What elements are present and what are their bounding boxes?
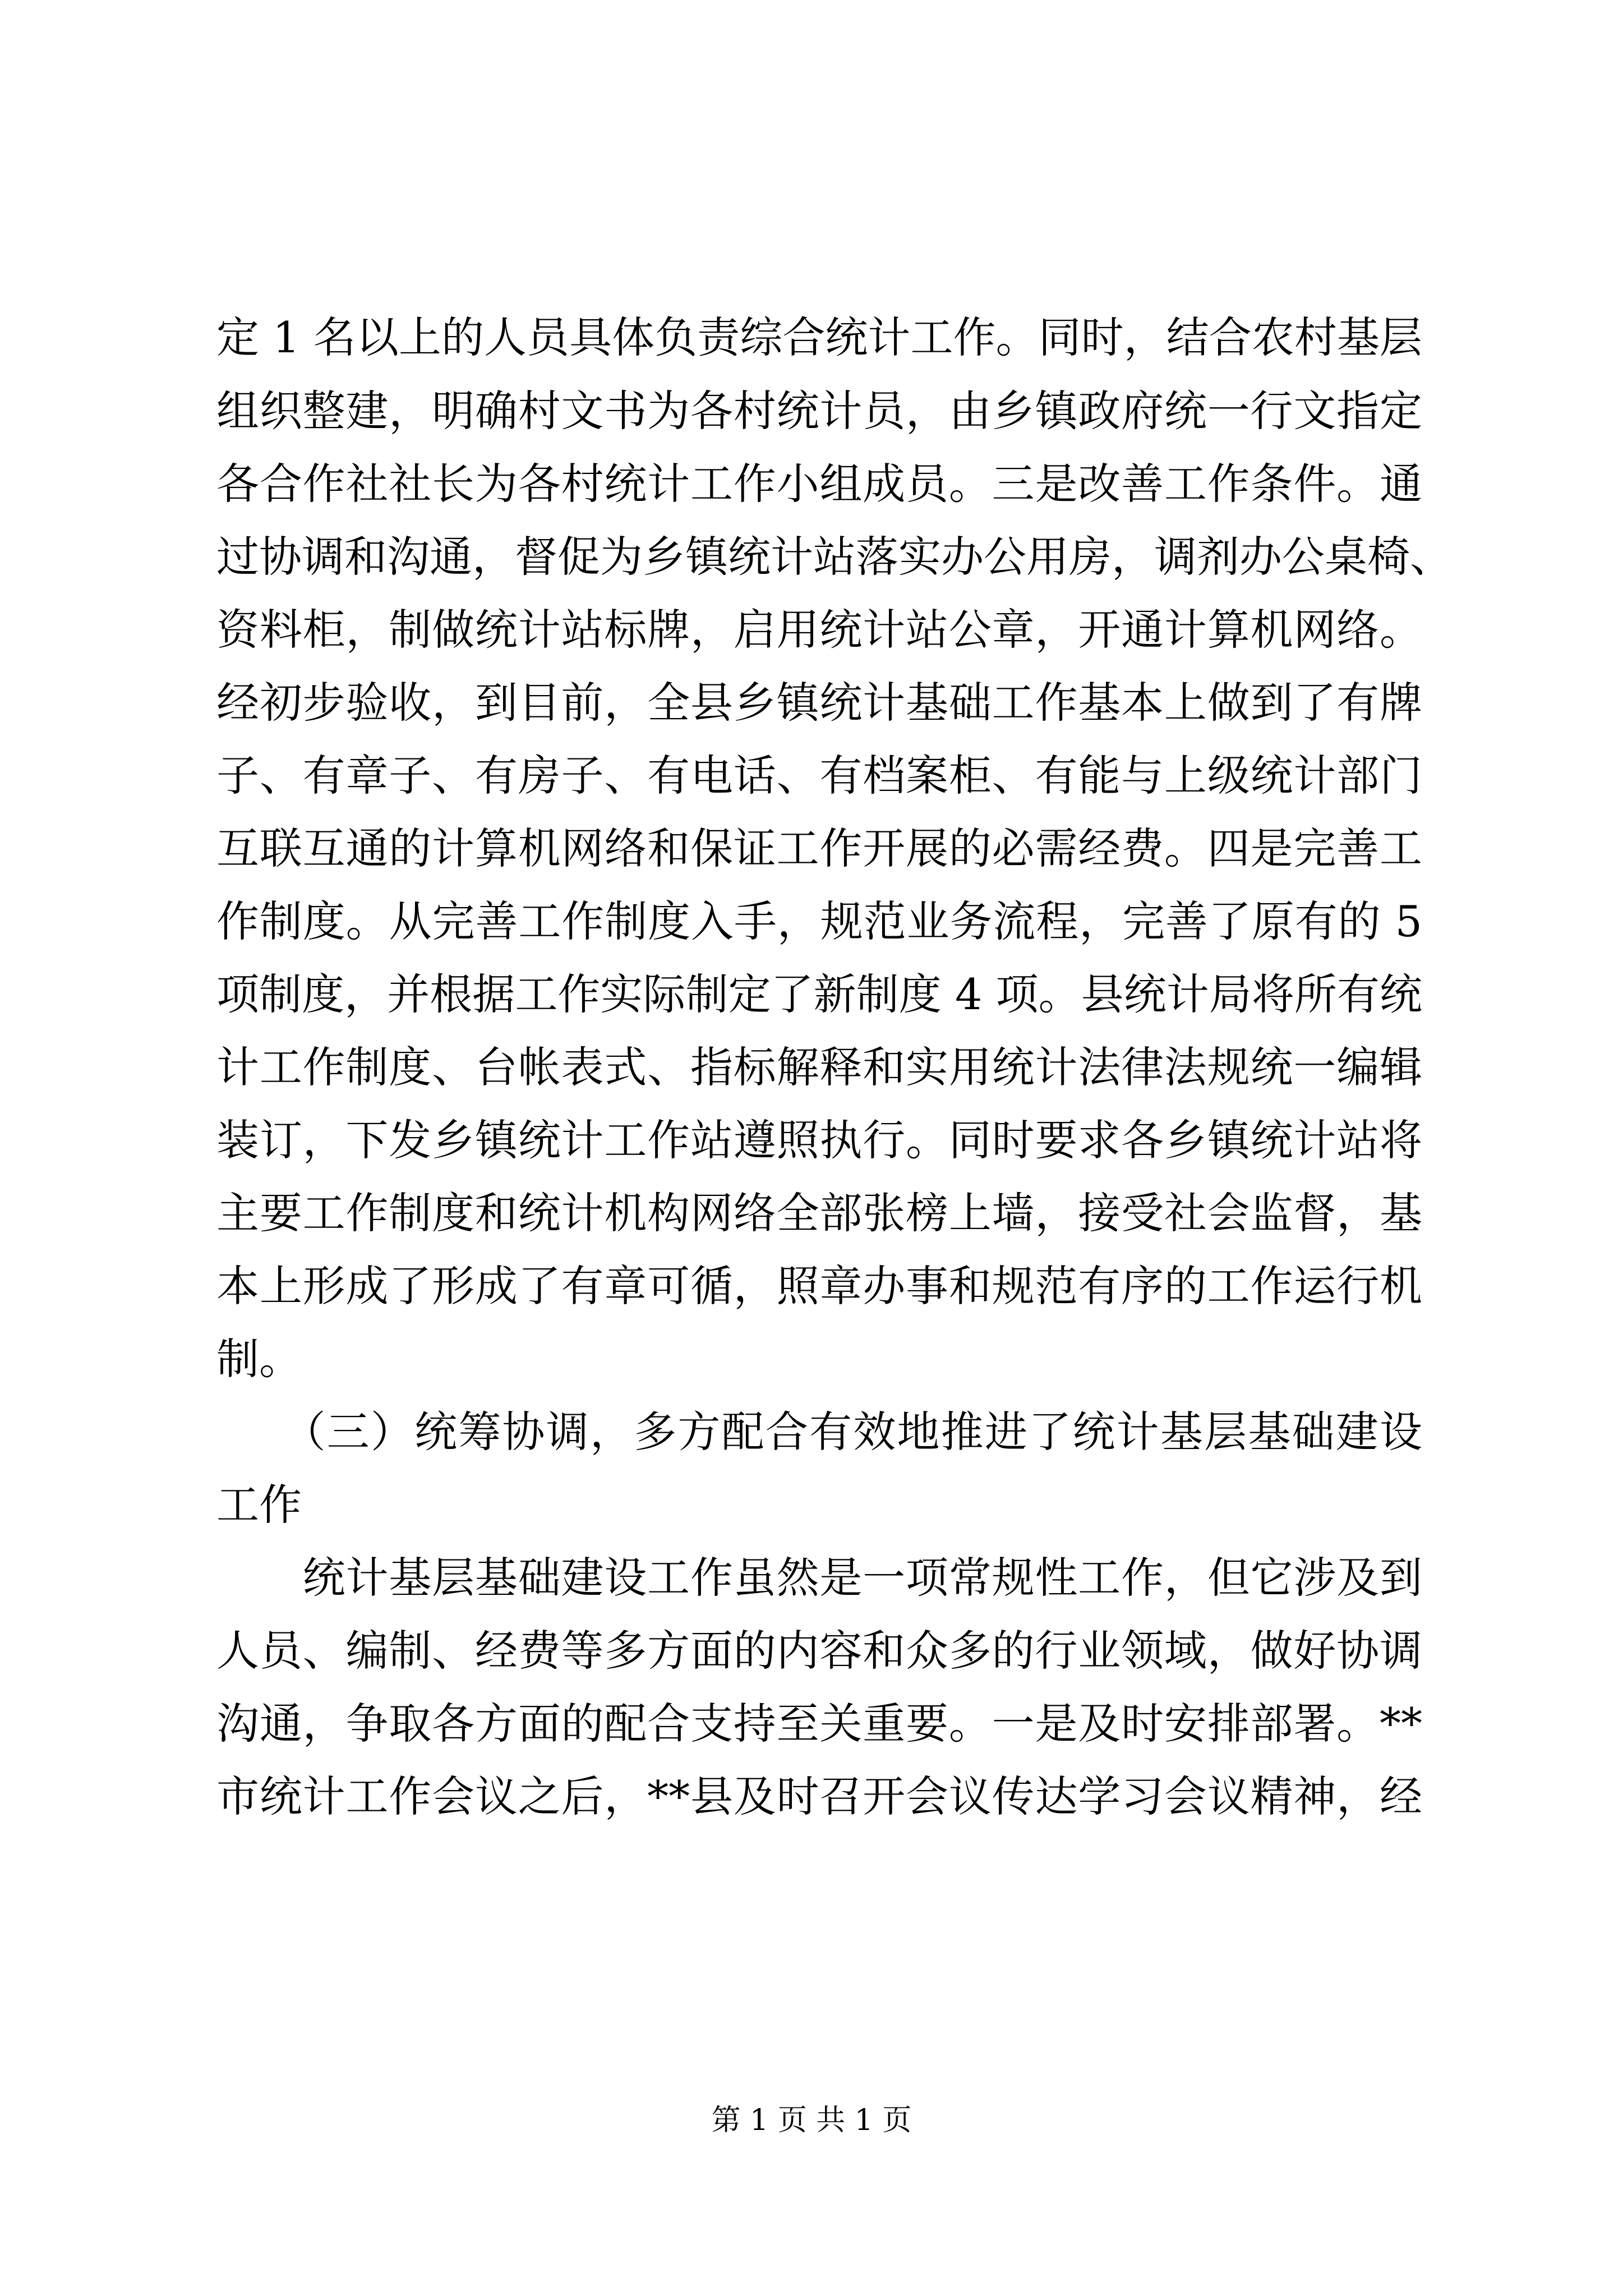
text-line-13: 主要工作制度和统计机构网络全部张榜上墙，接受社会监督，基: [216, 1188, 1422, 1238]
text-line-9: 作制度。从完善工作制度入手，规范业务流程，完善了原有的 5: [216, 896, 1422, 946]
text-line-10: 项制度，并根据工作实际制定了新制度 4 项。县统计局将所有统: [216, 969, 1422, 1019]
text-line-19: 人员、编制、经费等多方面的内容和众多的行业领域，做好协调: [216, 1626, 1422, 1676]
section-heading-line-1: （三）统筹协调，多方配合有效地推进了统计基层基础建设: [216, 1407, 1422, 1457]
text-line-2: 组织整建，明确村文书为各村统计员，由乡镇政府统一行文指定: [216, 386, 1422, 436]
text-line-15: 制。: [216, 1334, 302, 1384]
text-line-20: 沟通，争取各方面的配合支持至关重要。一是及时安排部署。**: [216, 1699, 1422, 1749]
text-line-21: 市统计工作会议之后，**县及时召开会议传达学习会议精神，经: [216, 1772, 1422, 1821]
text-line-3: 各合作社社长为各村统计工作小组成员。三是改善工作条件。通: [216, 459, 1422, 509]
text-line-18: 统计基层基础建设工作虽然是一项常规性工作，但它涉及到: [216, 1553, 1422, 1603]
page-footer: 第 1 页 共 1 页: [711, 2104, 912, 2137]
text-line-8: 互联互通的计算机网络和保证工作开展的必需经费。四是完善工: [216, 823, 1422, 873]
text-line-5: 资料柜，制做统计站标牌，启用统计站公章，开通计算机网络。: [216, 605, 1422, 655]
text-line-14: 本上形成了形成了有章可循，照章办事和规范有序的工作运行机: [216, 1261, 1422, 1311]
text-line-1: 定 1 名以上的人员具体负责综合统计工作。同时，结合农村基层: [216, 312, 1422, 362]
section-heading-line-2: 工作: [216, 1480, 302, 1530]
text-line-4: 过协调和沟通，督促为乡镇统计站落实办公用房，调剂办公桌椅、: [216, 532, 1453, 582]
text-line-11: 计工作制度、台帐表式、指标解释和实用统计法律法规统一编辑: [216, 1042, 1422, 1092]
text-line-7: 子、有章子、有房子、有电话、有档案柜、有能与上级统计部门: [216, 751, 1422, 800]
text-line-6: 经初步验收，到目前，全县乡镇统计基础工作基本上做到了有牌: [216, 678, 1422, 728]
text-line-12: 装订，下发乡镇统计工作站遵照执行。同时要求各乡镇统计站将: [216, 1115, 1422, 1165]
